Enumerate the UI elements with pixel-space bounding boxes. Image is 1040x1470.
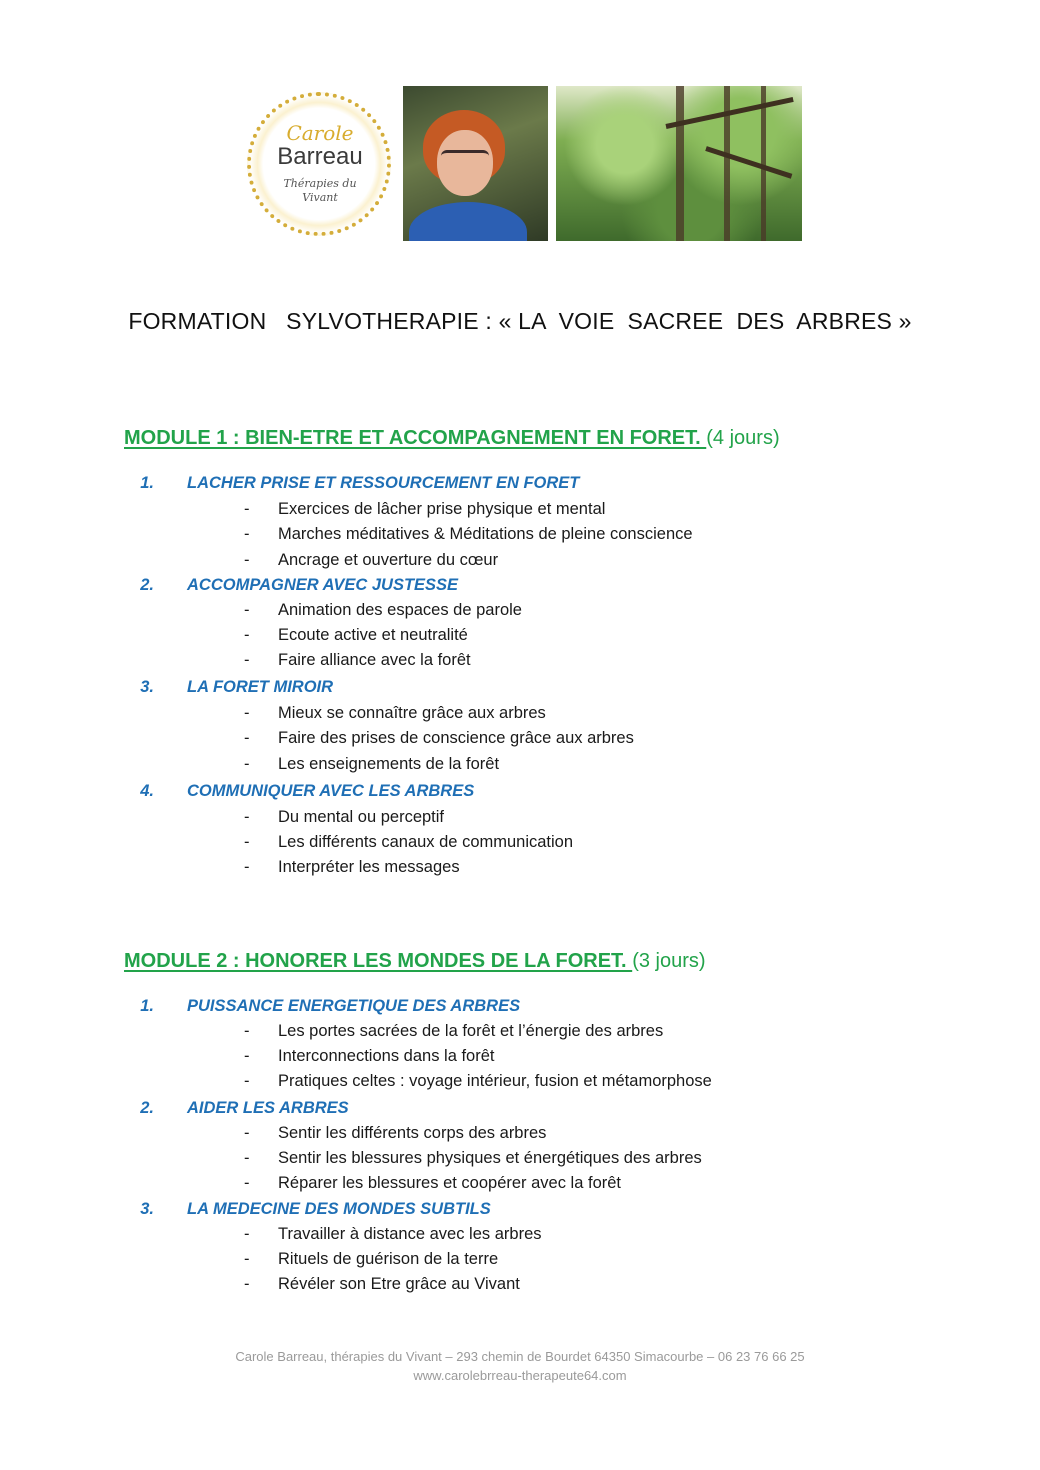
- page-footer: [0, 1347, 1040, 1385]
- list-item: - Animation des espaces de parole: [244, 601, 522, 619]
- section-number: 1.: [140, 997, 154, 1015]
- portrait-photo: [403, 86, 548, 241]
- bullet-dash: -: [244, 1225, 250, 1243]
- bullet-dash: -: [244, 704, 250, 722]
- forest-photo: [556, 86, 802, 241]
- module-1-title: MODULE 1 : BIEN-ETRE ET ACCOMPAGNEMENT EN FORET.: [124, 427, 707, 449]
- section-title: LA FORET MIROIR: [187, 678, 334, 696]
- list-item: - Les portes sacrées de la forêt et l’énergie des arbres: [244, 1022, 664, 1040]
- list-item: - Travailler à distance avec les arbres: [244, 1225, 542, 1243]
- section-title: PUISSANCE ENERGETIQUE DES ARBRES: [187, 997, 521, 1015]
- bullet-dash: -: [244, 1022, 250, 1040]
- list-item: - Ecoute active et neutralité: [244, 626, 468, 644]
- brand-logo: [245, 86, 395, 241]
- bullet-dash: -: [244, 1275, 250, 1293]
- logo-first-name: Carole: [286, 121, 354, 146]
- list-item: - Les différents canaux de communication: [244, 833, 574, 851]
- section-title: LACHER PRISE ET RESSOURCEMENT EN FORET: [187, 474, 580, 492]
- bullet-dash: -: [244, 1174, 250, 1192]
- section-title: COMMUNIQUER AVEC LES ARBRES: [187, 782, 475, 800]
- section-title: LA MEDECINE DES MONDES SUBTILS: [187, 1200, 491, 1218]
- logo-text: [277, 123, 362, 203]
- logo-last-name: Barreau: [277, 143, 363, 171]
- bullet-dash: -: [244, 755, 250, 773]
- list-item: - Sentir les différents corps des arbres: [244, 1124, 547, 1142]
- module-2-section-3: [124, 1200, 491, 1219]
- list-item: - Mieux se connaître grâce aux arbres: [244, 704, 546, 722]
- module-1-section-4: [124, 782, 474, 801]
- module-2-heading: [124, 950, 706, 973]
- bullet-dash: -: [244, 1072, 250, 1090]
- module-1-section-2: [124, 576, 458, 595]
- module-1-duration: (4 jours): [706, 427, 780, 449]
- section-title: AIDER LES ARBRES: [187, 1099, 349, 1117]
- module-1-section-3: [124, 678, 333, 697]
- section-number: 2.: [140, 576, 154, 594]
- bullet-dash: -: [244, 1047, 250, 1065]
- list-item: - Ancrage et ouverture du cœur: [244, 551, 499, 569]
- bullet-dash: -: [244, 551, 250, 569]
- module-2-section-1: [124, 997, 520, 1016]
- section-number: 3.: [140, 678, 154, 696]
- list-item: - Exercices de lâcher prise physique et mental: [244, 500, 606, 518]
- bullet-dash: -: [244, 1124, 250, 1142]
- bullet-dash: -: [244, 858, 250, 876]
- document-title: FORMATION SYLVOTHERAPIE : « LA VOIE SACREE DES ARBRES »: [128, 308, 912, 334]
- section-number: 4.: [140, 782, 154, 800]
- list-item: - Interpréter les messages: [244, 858, 460, 876]
- footer-website: www.carolebrreau-therapeute64.com: [413, 1368, 627, 1383]
- bullet-dash: -: [244, 808, 250, 826]
- bullet-dash: -: [244, 651, 250, 669]
- list-item: - Réparer les blessures et coopérer avec la forêt: [244, 1174, 622, 1192]
- footer-address: Carole Barreau, thérapies du Vivant – 293 chemin de Bourdet 64350 Simacourbe – 06 23 76 66 25: [235, 1349, 805, 1364]
- list-item: - Marches méditatives & Méditations de pleine conscience: [244, 525, 693, 543]
- list-item: - Interconnections dans la forêt: [244, 1047, 495, 1065]
- bullet-dash: -: [244, 601, 250, 619]
- logo-subtitle-line1: Thérapies du: [283, 177, 357, 191]
- section-number: 2.: [140, 1099, 154, 1117]
- logo-subtitle-line2: Vivant: [302, 190, 338, 204]
- list-item: - Révéler son Etre grâce au Vivant: [244, 1275, 520, 1293]
- module-2-section-2: [124, 1099, 349, 1118]
- bullet-dash: -: [244, 525, 250, 543]
- bullet-dash: -: [244, 833, 250, 851]
- section-number: 1.: [140, 474, 154, 492]
- list-item: - Pratiques celtes : voyage intérieur, fusion et métamorphose: [244, 1072, 712, 1090]
- list-item: - Sentir les blessures physiques et énergétiques des arbres: [244, 1149, 702, 1167]
- list-item: - Les enseignements de la forêt: [244, 755, 500, 773]
- module-1-section-1: [124, 474, 579, 493]
- header-images: [245, 86, 802, 241]
- list-item: - Du mental ou perceptif: [244, 808, 445, 826]
- section-number: 3.: [140, 1200, 154, 1218]
- list-item: - Faire des prises de conscience grâce aux arbres: [244, 729, 634, 747]
- list-item: - Faire alliance avec la forêt: [244, 651, 471, 669]
- module-2-title: MODULE 2 : HONORER LES MONDES DE LA FORET.: [124, 950, 633, 972]
- list-item: - Rituels de guérison de la terre: [244, 1250, 499, 1268]
- logo-subtitle: [277, 177, 362, 203]
- module-2-duration: (3 jours): [632, 950, 706, 972]
- bullet-dash: -: [244, 729, 250, 747]
- bullet-dash: -: [244, 1149, 250, 1167]
- bullet-dash: -: [244, 500, 250, 518]
- section-title: ACCOMPAGNER AVEC JUSTESSE: [187, 576, 459, 594]
- bullet-dash: -: [244, 1250, 250, 1268]
- module-1-heading: [124, 427, 780, 450]
- bullet-dash: -: [244, 626, 250, 644]
